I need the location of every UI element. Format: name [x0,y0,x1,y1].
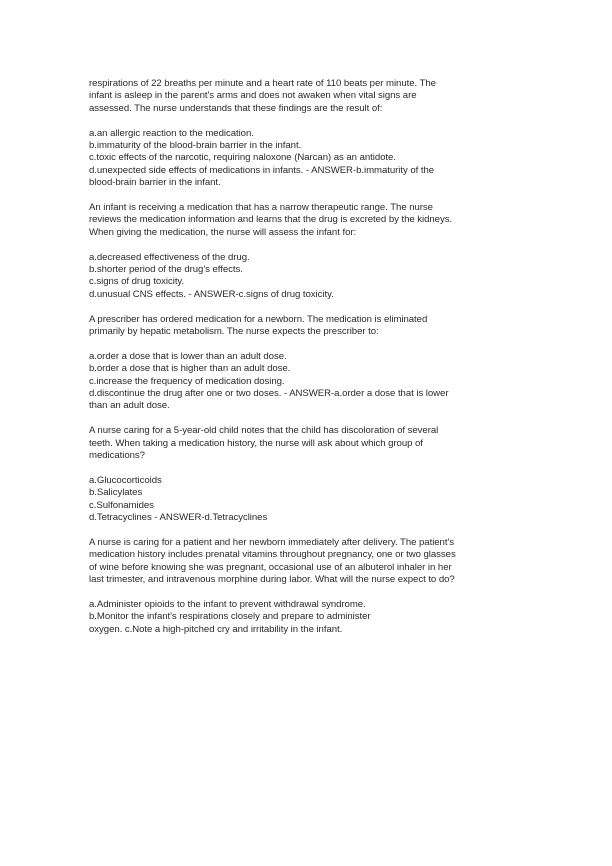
text-line: A nurse is caring for a patient and her newborn immediately after delivery. The patient's [89,536,454,548]
text-line: teeth. When taking a medication history, the nurse will ask about which group of [89,437,423,449]
text-line: respirations of 22 breaths per minute and a heart rate of 110 beats per minute. The [89,78,436,89]
option-line: b.Salicylates [89,487,143,499]
option-line: d.discontinue the drug after one or two doses. - ANSWER-a.order a dose that is lower [89,388,449,400]
answer-options [89,252,529,302]
text-line: assessed. The nurse understands that these findings are the result of: [89,102,383,114]
option-line: a.order a dose that is lower than an adult dose. [89,350,287,362]
question-stem [89,202,529,239]
option-line: b.shorter period of the drug's effects. [89,264,243,276]
question-stem [89,314,529,339]
option-line: a.an allergic reaction to the medication. [89,127,254,139]
text-line: When giving the medication, the nurse will assess the infant for: [89,226,357,238]
option-line: c.signs of drug toxicity. [89,276,185,288]
answer-options [89,351,529,413]
option-line: c.increase the frequency of medication dosing. [89,375,285,387]
answer-options [89,128,529,190]
option-line: a.Glucocorticoids [89,474,162,486]
option-line: b.order a dose that is higher than an adult dose. [89,363,291,375]
option-line: a.Administer opioids to the infant to prevent withdrawal syndrome. [89,598,366,610]
text-line: last trimester, and intravenous morphine during labor. What will the nurse expect to do? [89,574,455,586]
text-line: reviews the medication information and learns that the drug is excreted by the kidneys. [89,214,453,226]
option-line: blood-brain barrier in the infant. [89,177,221,189]
answer-options [89,599,529,636]
option-line: b.Monitor the infant's respirations closely and prepare to administer [89,611,371,623]
option-line: c.toxic effects of the narcotic, requiring naloxone (Narcan) as an antidote. [89,152,396,164]
option-line: d.unusual CNS effects. - ANSWER-c.signs of drug toxicity. [89,288,334,300]
option-line: c.Sulfonamides [89,499,154,511]
option-line: oxygen. c.Note a high-pitched cry and irritability in the infant. [89,623,343,635]
text-line: primarily by hepatic metabolism. The nurse expects the prescriber to: [89,326,379,338]
text-line: medications? [89,450,145,462]
option-line: than an adult dose. [89,400,170,412]
text-line: A prescriber has ordered medication for a newborn. The medication is eliminated [89,313,428,325]
option-line: d.Tetracyclines - ANSWER-d.Tetracyclines [89,512,268,524]
text-line: infant is asleep in the parent's arms and does not awaken when vital signs are [89,90,417,102]
option-line: d.unexpected side effects of medications in infants. - ANSWER-b.immaturity of the [89,164,435,176]
question-stem [89,537,529,587]
text-line: of wine before knowing she was pregnant, occasional use of an albuterol inhaler in her [89,561,452,573]
text-line: A nurse caring for a 5-year-old child notes that the child has discoloration of several [89,425,439,437]
option-line: a.decreased effectiveness of the drug. [89,251,250,263]
answer-options [89,475,529,525]
option-line: b.immaturity of the blood-brain barrier in the infant. [89,140,302,152]
text-line: medication history includes prenatal vitamins throughout pregnancy, one or two glasses [89,549,456,561]
document-body [89,78,529,649]
question-stem-continuation [89,78,529,115]
text-line: An infant is receiving a medication that has a narrow therapeutic range. The nurse [89,202,433,214]
question-stem [89,425,529,462]
